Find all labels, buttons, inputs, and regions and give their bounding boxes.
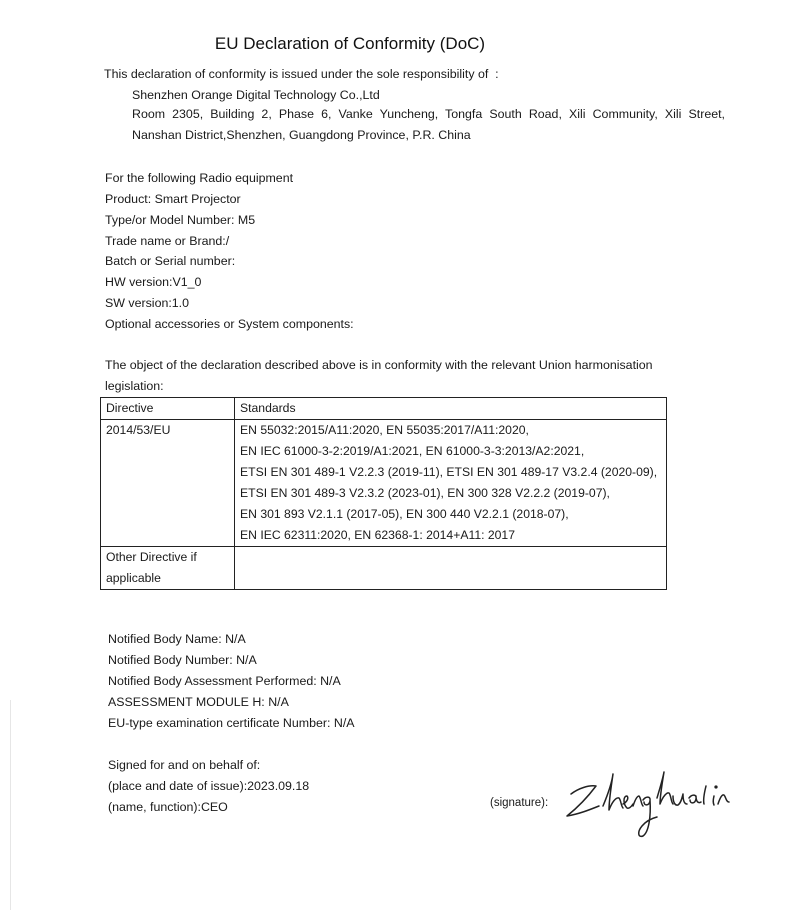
company-address-line-1: Room 2305, Building 2, Phase 6, Vanke Yuncheng, Tongfa South Road, Xili Community, Xili Street, (132, 107, 725, 121)
directive-line: applicable (106, 571, 161, 585)
company-name: Shenzhen Orange Digital Technology Co.,Ltd (132, 88, 380, 102)
header-directive: Directive (101, 398, 235, 420)
product-line: Product: Smart Projector (105, 192, 241, 206)
notified-body-assessment: Notified Body Assessment Performed: N/A (108, 674, 341, 688)
company-address-line-2: Nanshan District,Shenzhen, Guangdong Province, P.R. China (132, 128, 471, 142)
trade-name-line: Trade name or Brand:/ (105, 234, 230, 248)
notified-body-name: Notified Body Name: N/A (108, 632, 246, 646)
directive-cell: 2014/53/EU (106, 423, 171, 437)
conformity-statement-line-1: The object of the declaration described above is in conformity with the relevant Union harmonisation (105, 358, 653, 372)
standards-table (100, 397, 667, 590)
handwritten-signature (563, 762, 735, 860)
notified-body-number: Notified Body Number: N/A (108, 653, 257, 667)
header-standards: Standards (235, 398, 667, 420)
conformity-statement-line-2: legislation: (105, 379, 164, 393)
scan-edge (10, 700, 11, 910)
document-title: EU Declaration of Conformity (DoC) (214, 34, 486, 53)
table-row (101, 547, 667, 590)
model-number-line: Type/or Model Number: M5 (105, 213, 256, 227)
eu-type-certificate: EU-type examination certificate Number: N/A (108, 716, 355, 730)
intro-text: This declaration of conformity is issued under the sole responsibility of : (104, 67, 499, 81)
table-header-row (101, 398, 667, 420)
standard-line: ETSI EN 301 489-1 V2.2.3 (2019-11), ETSI EN 301 489-17 V3.2.4 (2020-09), (240, 465, 658, 479)
place-date-of-issue: (place and date of issue):2023.09.18 (108, 779, 310, 793)
assessment-module: ASSESSMENT MODULE H: N/A (108, 695, 289, 709)
standards-cell (235, 547, 667, 590)
directive-cell (101, 547, 235, 590)
name-function: (name, function):CEO (108, 800, 228, 814)
sw-version-line: SW version:1.0 (105, 296, 190, 310)
hw-version-line: HW version:V1_0 (105, 275, 202, 289)
standard-line: EN IEC 61000-3-2:2019/A1:2021, EN 61000-3-3:2013/A2:2021, (240, 444, 585, 458)
standard-line: EN 301 893 V2.1.1 (2017-05), EN 300 440 V2.2.1 (2018-07), (240, 507, 569, 521)
batch-serial-line: Batch or Serial number: (105, 254, 236, 268)
signed-on-behalf: Signed for and on behalf of: (108, 758, 261, 772)
signature-label: (signature): (490, 797, 549, 809)
table-row (101, 420, 667, 547)
directive-line: Other Directive if (106, 550, 197, 564)
standard-line: ETSI EN 301 489-3 V2.3.2 (2023-01), EN 300 328 V2.2.2 (2019-07), (240, 486, 610, 500)
standard-line: EN IEC 62311:2020, EN 62368-1: 2014+A11: 2017 (240, 528, 515, 542)
accessories-line: Optional accessories or System components: (105, 317, 354, 331)
standards-cell (235, 420, 667, 547)
equipment-heading: For the following Radio equipment (105, 171, 294, 185)
standard-line: EN 55032:2015/A11:2020, EN 55035:2017/A11:2020, (240, 423, 529, 437)
